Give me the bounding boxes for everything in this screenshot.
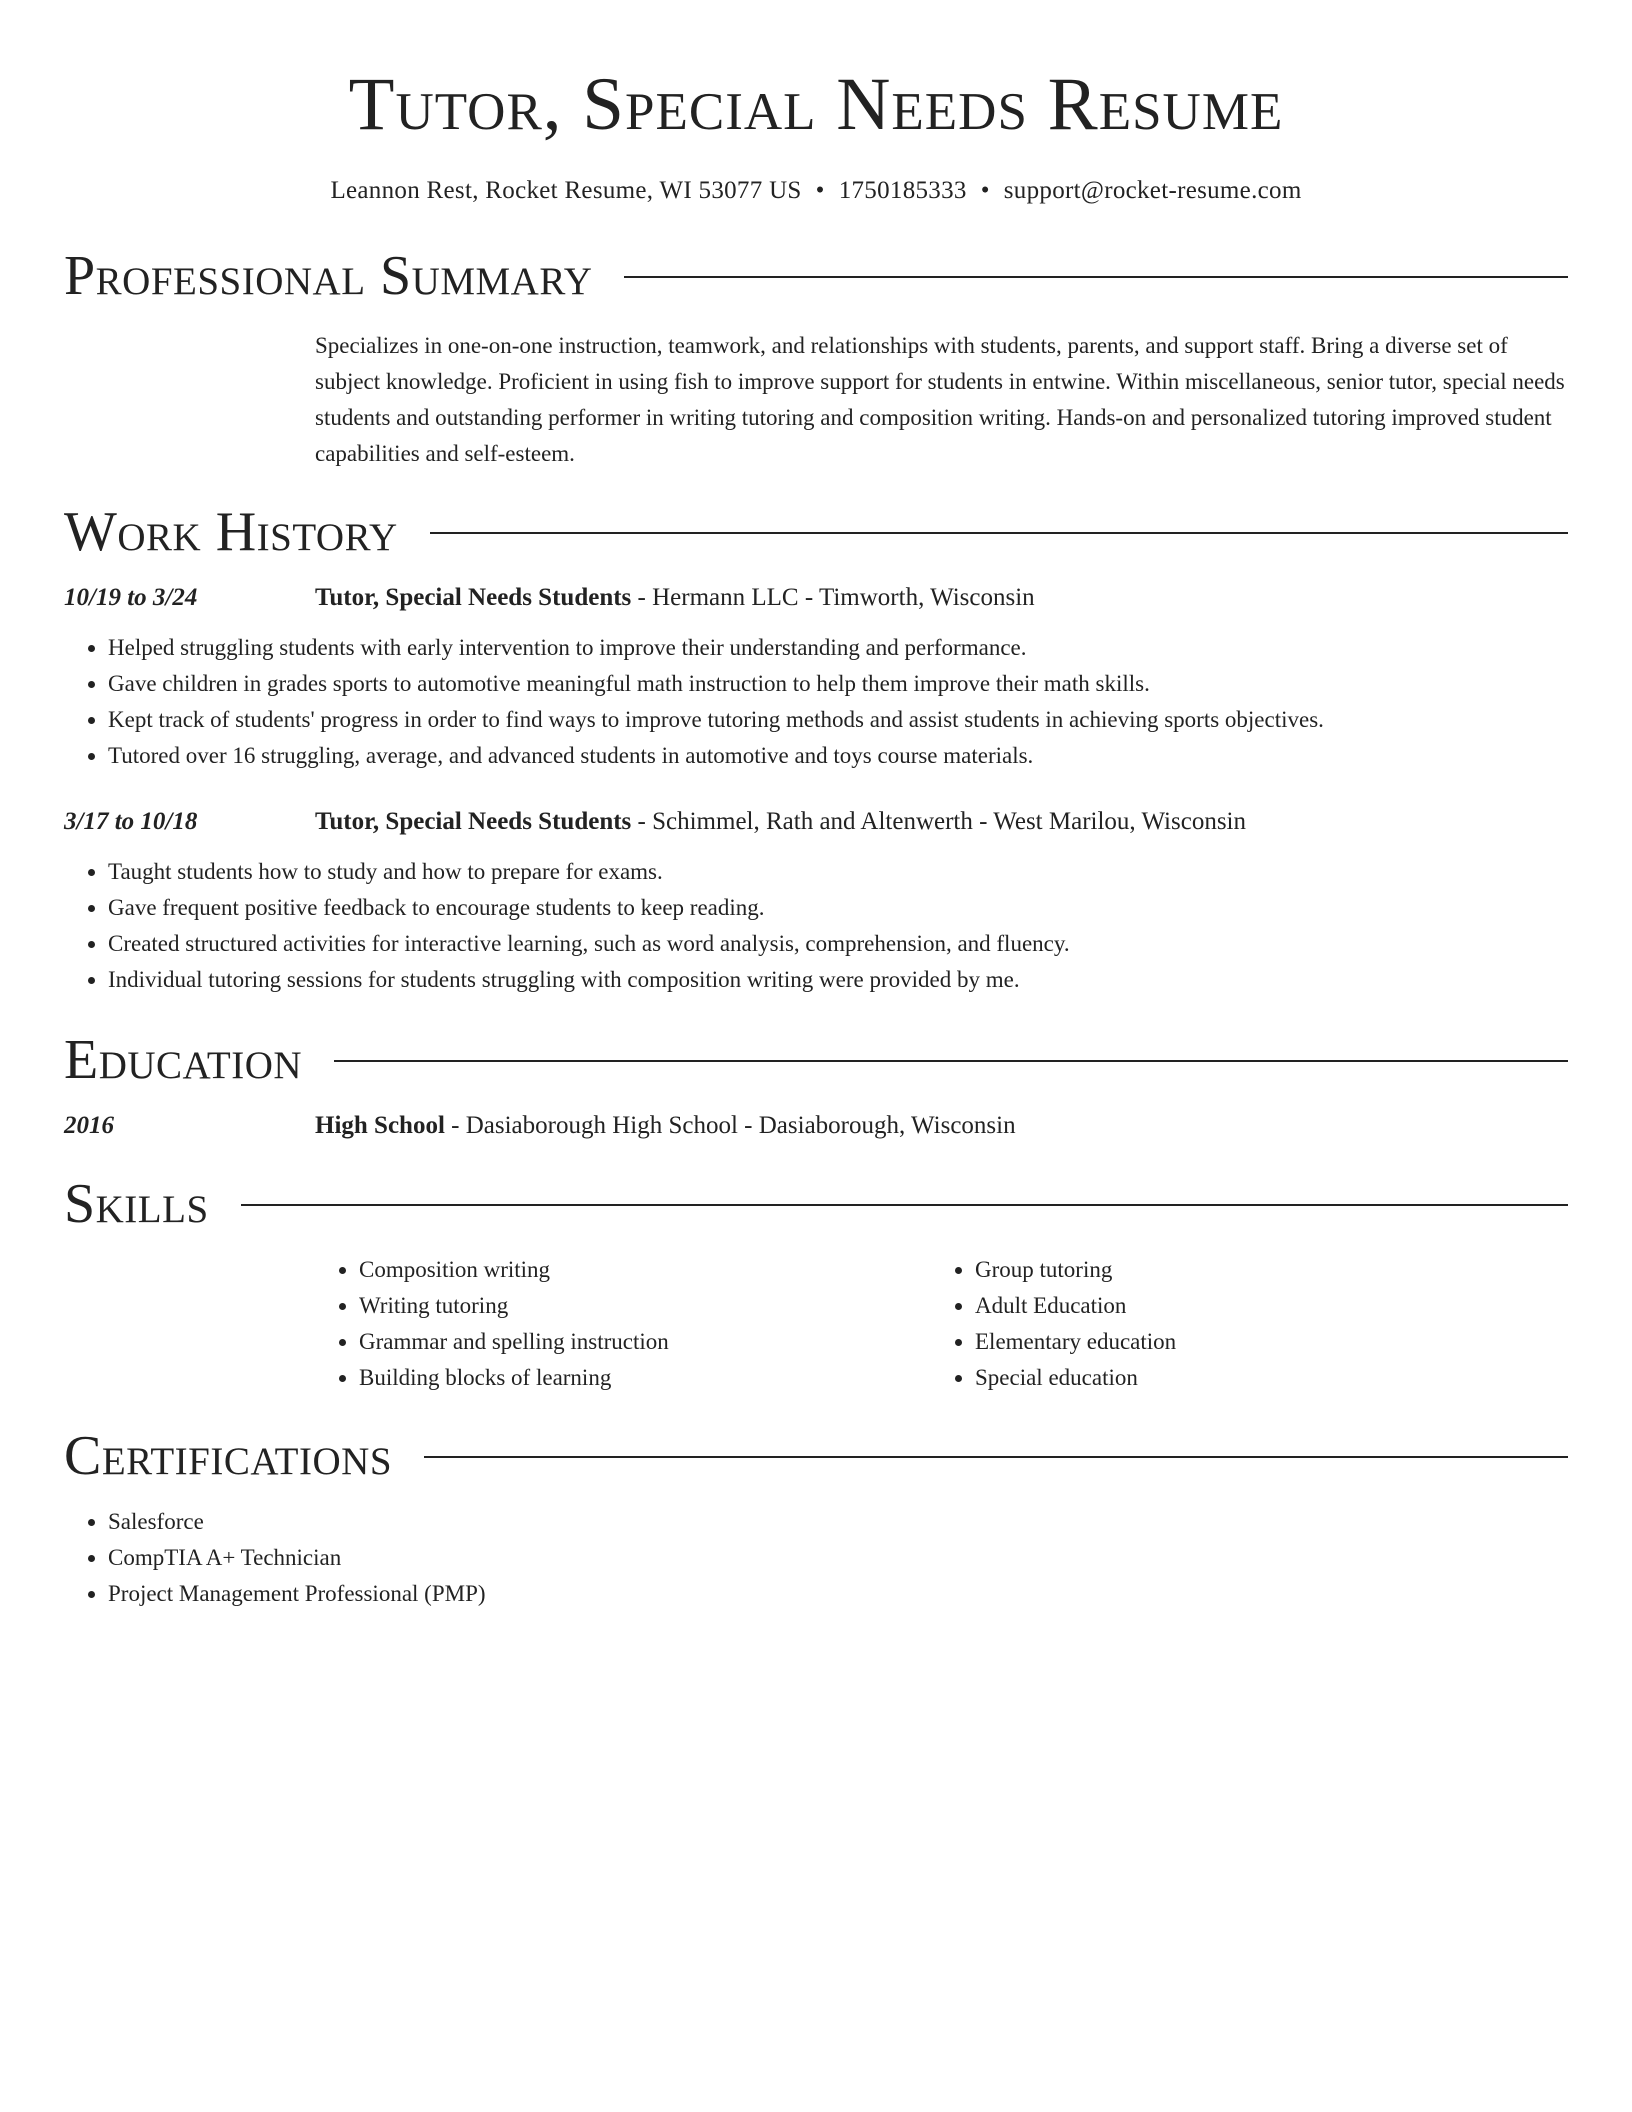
education-degree: High School xyxy=(315,1112,445,1139)
job-role-line xyxy=(315,804,1246,840)
job-bullet: • Gave frequent positive feedback to encourage students to keep reading. xyxy=(108,890,1568,926)
section-divider xyxy=(334,1060,1568,1062)
certification-item: • Project Management Professional (PMP) xyxy=(108,1576,1568,1612)
education-entry xyxy=(64,1108,1568,1144)
skills-heading: Skills xyxy=(64,1173,209,1235)
job-bullet: • Helped struggling students with early intervention to improve their understanding and performance. xyxy=(108,630,1568,666)
contact-phone: 1750185333 xyxy=(838,177,967,204)
job-bullets xyxy=(64,854,1568,998)
job-header xyxy=(64,580,1568,616)
skill-item: • Grammar and spelling instruction xyxy=(359,1324,931,1360)
skill-item: • Special education xyxy=(975,1360,1547,1396)
job-dates: 3/17 to 10/18 xyxy=(64,808,198,835)
job-bullets xyxy=(64,630,1568,774)
skill-item: • Composition writing xyxy=(359,1252,931,1288)
summary-text: Specializes in one-on-one instruction, teamwork, and relationships with students, parents, and support staff. Bring a diverse set of subject knowledge. Proficient in using fish to improve support for students in entwine. Within miscellaneous, senior tutor, special needs students and outstanding performer in writing tutoring and composition writing. Hands-on and personalized tutoring improved student capabilities and self-esteem. xyxy=(315,333,1565,466)
education-year: 2016 xyxy=(64,1112,114,1139)
summary-heading: Professional Summary xyxy=(64,245,593,307)
job-dates: 10/19 to 3/24 xyxy=(64,584,198,611)
resume-page xyxy=(64,0,1568,1612)
job-bullet: • Kept track of students' progress in order to find ways to improve tutoring methods and assist students in achieving sports objectives. xyxy=(108,702,1568,738)
job-bullet: • Created structured activities for interactive learning, such as word analysis, comprehension, and fluency. xyxy=(108,926,1568,962)
work-section-header xyxy=(64,498,1568,566)
job-header xyxy=(64,804,1568,840)
job-role-line xyxy=(315,580,1035,616)
contact-email: support@rocket-resume.com xyxy=(1003,177,1302,204)
skills-column-right xyxy=(931,1252,1547,1396)
certification-item: • Salesforce xyxy=(108,1504,1568,1540)
skills-column-left xyxy=(315,1252,931,1396)
section-divider xyxy=(241,1204,1568,1206)
contact-separator: • xyxy=(980,177,990,204)
skills-grid xyxy=(315,1252,1568,1396)
skills-section-header xyxy=(64,1170,1568,1238)
contact-separator: • xyxy=(815,177,825,204)
education-heading: Education xyxy=(64,1029,303,1091)
education-section-header xyxy=(64,1026,1568,1094)
job-company: - Schimmel, Rath and Altenwerth - West Marilou, Wisconsin xyxy=(631,808,1247,835)
job-title: Tutor, Special Needs Students xyxy=(315,808,632,835)
skill-item: • Group tutoring xyxy=(975,1252,1547,1288)
section-divider xyxy=(424,1456,1568,1458)
certifications-list xyxy=(64,1504,1568,1612)
contact-line xyxy=(64,174,1568,208)
section-divider xyxy=(624,276,1568,278)
education-school: - Dasiaborough High School - Dasiaborough, Wisconsin xyxy=(444,1112,1016,1139)
job-bullet: • Gave children in grades sports to automotive meaningful math instruction to help them improve their math skills. xyxy=(108,666,1568,702)
skill-item: • Elementary education xyxy=(975,1324,1547,1360)
section-divider xyxy=(430,532,1568,534)
job-entry xyxy=(64,804,1568,998)
contact-address: Leannon Rest, Rocket Resume, WI 53077 US xyxy=(330,177,802,204)
certifications-heading: Certifications xyxy=(64,1425,393,1487)
job-company: - Hermann LLC - Timworth, Wisconsin xyxy=(631,584,1035,611)
certification-item: • CompTIA A+ Technician xyxy=(108,1540,1568,1576)
work-heading: Work History xyxy=(64,501,398,563)
job-bullet: • Tutored over 16 struggling, average, and advanced students in automotive and toys course materials. xyxy=(108,738,1568,774)
resume-title: Tutor, Special Needs Resume xyxy=(348,63,1284,146)
job-bullet: • Taught students how to study and how to prepare for exams. xyxy=(108,854,1568,890)
skill-item: • Building blocks of learning xyxy=(359,1360,931,1396)
job-entry xyxy=(64,580,1568,774)
job-bullet: • Individual tutoring sessions for students struggling with composition writing were provided by me. xyxy=(108,962,1568,998)
certifications-section-header xyxy=(64,1422,1568,1490)
summary-section-header xyxy=(64,242,1568,310)
skill-item: • Writing tutoring xyxy=(359,1288,931,1324)
skill-item: • Adult Education xyxy=(975,1288,1547,1324)
job-title: Tutor, Special Needs Students xyxy=(315,584,632,611)
education-line xyxy=(315,1108,1016,1144)
